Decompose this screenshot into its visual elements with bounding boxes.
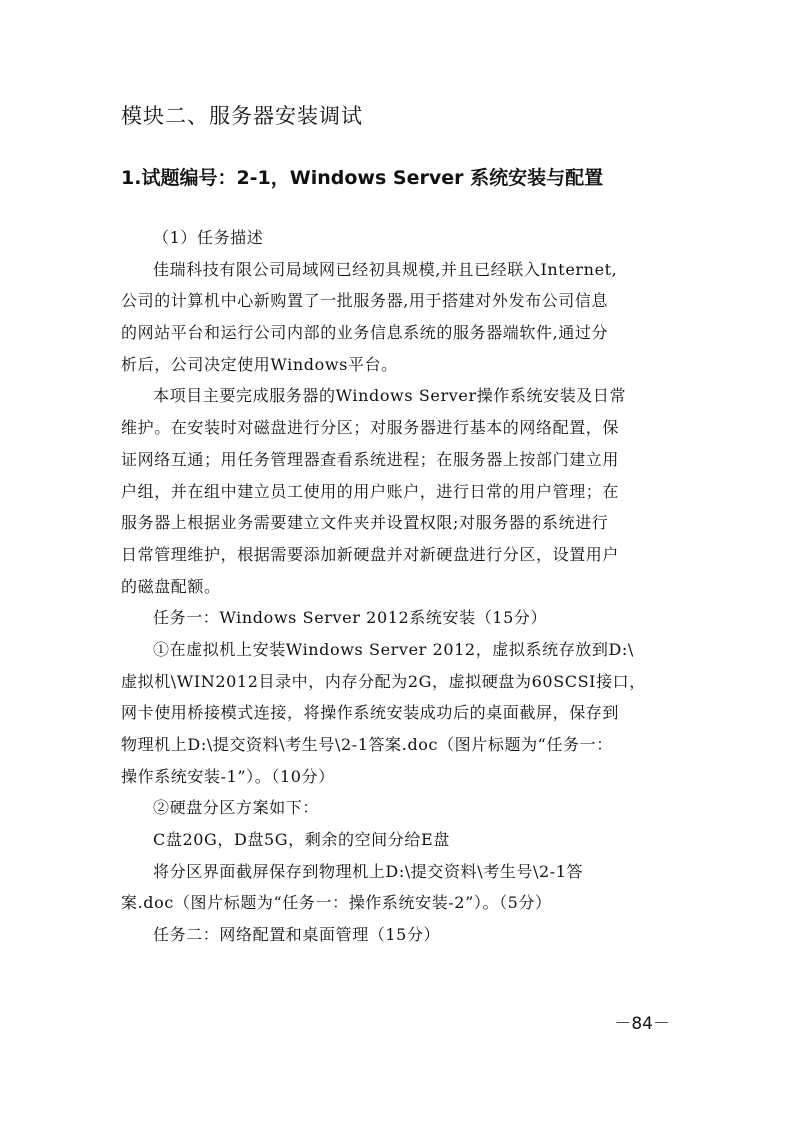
paragraph-line: ①在虚拟机上安装Windows Server 2012，虚拟系统存放到D:\ xyxy=(153,639,634,659)
question-heading: 1.试题编号：2-1，Windows Server 系统安装与配置 xyxy=(121,167,604,189)
paragraph-line: 案.doc（图片标题为“任务一：操作系统安装-2”）。（5分） xyxy=(121,893,552,913)
paragraph-line: 佳瑞科技有限公司局域网已经初具规模,并且已经联入Internet, xyxy=(153,259,618,279)
paragraph-line: 证网络互通；用任务管理器查看系统进程；在服务器上按部门建立用 xyxy=(121,449,620,469)
paragraph-line: 网卡使用桥接模式连接，将操作系统安装成功后的桌面截屏，保存到 xyxy=(121,703,620,723)
paragraph-line: 本项目主要完成服务器的Windows Server操作系统安装及日常 xyxy=(153,386,627,406)
paragraph-line: 析后，公司决定使用Windows平台。 xyxy=(121,354,398,374)
module-heading: 模块二、服务器安装调试 xyxy=(121,104,363,128)
paragraph-line: 物理机上D:\提交资料\考生号\2-1答案.doc（图片标题为“任务一： xyxy=(121,735,613,754)
paragraph-line: ②硬盘分区方案如下： xyxy=(153,798,320,818)
document-body xyxy=(121,222,677,951)
task-title: 任务二：网络配置和桌面管理（15分） xyxy=(153,925,441,945)
paragraph-line: 将分区界面截屏保存到物理机上D:\提交资料\考生号\2-1答 xyxy=(153,861,584,881)
paragraph-line: 操作系统安装-1”）。（10分） xyxy=(121,766,335,786)
paragraph-line: 虚拟机\WIN2012目录中，内存分配为2G，虚拟硬盘为60SCSI接口， xyxy=(121,671,646,691)
paragraph-line: 的网站平台和运行公司内部的业务信息系统的服务器端软件,通过分 xyxy=(121,323,609,343)
paragraph-line: 的磁盘配额。 xyxy=(121,576,221,596)
paragraph-line: C盘20G，D盘5G，剩余的空间分给E盘 xyxy=(153,830,450,850)
paragraph-line: 公司的计算机中心新购置了一批服务器,用于搭建对外发布公司信息 xyxy=(121,291,609,311)
section-title: （1）任务描述 xyxy=(153,228,264,247)
paragraph-line: 户组，并在组中建立员工使用的用户账户，进行日常的用户管理；在 xyxy=(121,481,620,501)
page-number: －84－ xyxy=(614,1014,670,1034)
paragraph-line: 维护。在安装时对磁盘进行分区；对服务器进行基本的网络配置，保 xyxy=(121,418,620,438)
paragraph-line: 服务器上根据业务需要建立文件夹并设置权限;对服务器的系统进行 xyxy=(121,513,609,533)
task-title: 任务一：Windows Server 2012系统安装（15分） xyxy=(153,608,548,628)
paragraph-line: 日常管理维护，根据需要添加新硬盘并对新硬盘进行分区，设置用户 xyxy=(121,544,620,564)
